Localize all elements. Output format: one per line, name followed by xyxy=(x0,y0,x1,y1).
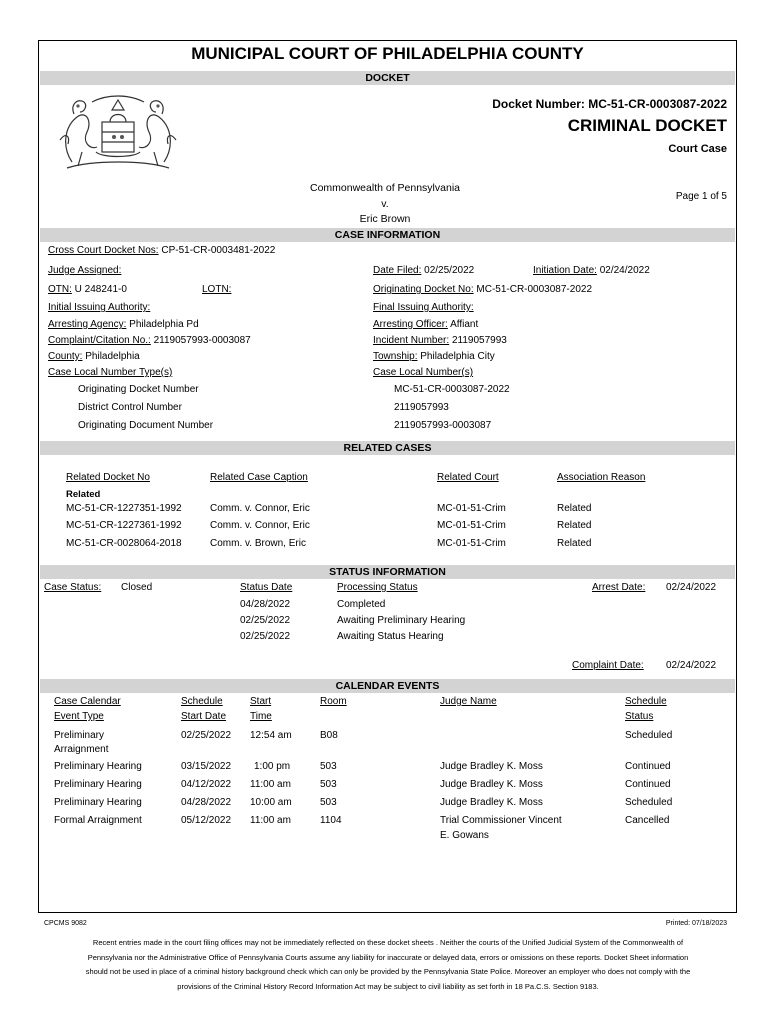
processing-status: Completed xyxy=(337,599,386,610)
related-reason: Related xyxy=(557,520,592,531)
calendar-band: CALENDAR EVENTS xyxy=(40,679,735,693)
cross-docket-value: CP-51-CR-0003481-2022 xyxy=(161,245,276,256)
local-num: 2119057993 xyxy=(394,402,449,413)
cal-header-sched1: Schedule xyxy=(181,696,223,707)
related-docket: MC-51-CR-0028064-2018 xyxy=(66,538,182,549)
cal-event: Preliminary xyxy=(54,730,105,741)
related-caption: Comm. v. Connor, Eric xyxy=(210,503,310,514)
cal-room: 503 xyxy=(320,779,337,790)
related-band: RELATED CASES xyxy=(40,441,735,455)
cal-date: 02/25/2022 xyxy=(181,730,232,741)
date-filed-row xyxy=(373,265,474,276)
cross-docket-row xyxy=(48,245,275,256)
caption-line1: Commonwealth of Pennsylvania xyxy=(310,182,460,194)
date-filed-label: Date Filed: xyxy=(373,265,422,276)
cal-header-event2: Event Type xyxy=(54,711,104,722)
cal-header-room: Room xyxy=(320,696,347,707)
form-id: CPCMS 9082 xyxy=(44,920,87,927)
docket-type: CRIMINAL DOCKET xyxy=(567,116,727,135)
complaint-date-label: Complaint Date: xyxy=(572,660,644,671)
local-num-label: Case Local Number(s) xyxy=(373,367,474,378)
township-label: Township: xyxy=(373,351,418,362)
related-group-label: Related xyxy=(66,489,101,500)
related-docket: MC-51-CR-1227351-1992 xyxy=(66,503,182,514)
caption-line2: v. xyxy=(381,198,389,210)
cal-header-judge: Judge Name xyxy=(440,696,497,707)
local-type: Originating Document Number xyxy=(78,420,214,431)
cal-status: Scheduled xyxy=(625,797,673,808)
processing-status-label: Processing Status xyxy=(337,582,418,593)
cal-room: B08 xyxy=(320,730,338,741)
arresting-agency-label: Arresting Agency: xyxy=(48,319,127,330)
otn-value: U 248241-0 xyxy=(74,284,127,295)
cal-room: 503 xyxy=(320,761,337,772)
incident-row xyxy=(373,335,507,346)
disclaimer: Recent entries made in the court filing offices may not be immediately reflected on these docket sheets . Neither the courts of the Unified Judicial System of the Commonwealth of Pennsylvania nor the Administrative Office of Pennsylvania Courts assume any liability for inaccurate or delayed data, errors or omissions on these reports. Docket Sheet information should not be used in place of a criminal history background check which can only be provided by the Pennsylvania State Police. Moreover an employer who does not comply with the provisions of the Criminal History Record Information Act may be subject to civil liability as set forth in 18 Pa.C.S. Section 9183. xyxy=(85,938,691,991)
case-status-label: Case Status: xyxy=(44,582,102,593)
judge-label: Judge Assigned: xyxy=(48,265,122,276)
arresting-officer-row xyxy=(373,319,478,330)
complaint-label: Complaint/Citation No.: xyxy=(48,335,151,346)
printed-date: Printed: 07/18/2023 xyxy=(665,920,727,927)
processing-status: Awaiting Preliminary Hearing xyxy=(337,615,466,626)
cal-room: 503 xyxy=(320,797,337,808)
cal-header-start1: Start xyxy=(250,696,272,707)
county-label: County: xyxy=(48,351,83,362)
orig-docket-value: MC-51-CR-0003087-2022 xyxy=(476,284,593,295)
local-num: MC-51-CR-0003087-2022 xyxy=(394,384,510,395)
related-header-docket: Related Docket No xyxy=(66,472,150,483)
cal-header-event1: Case Calendar xyxy=(54,696,121,707)
cal-date: 05/12/2022 xyxy=(181,815,232,826)
cal-header-status1: Schedule xyxy=(625,696,667,707)
cal-date: 04/28/2022 xyxy=(181,797,232,808)
complaint-value: 2119057993-0003087 xyxy=(153,335,251,346)
township-value: Philadelphia City xyxy=(420,351,495,362)
initiation-label: Initiation Date: xyxy=(533,265,597,276)
processing-status: Awaiting Status Hearing xyxy=(337,631,444,642)
date-filed-value: 02/25/2022 xyxy=(424,265,475,276)
docket-band: DOCKET xyxy=(40,71,735,85)
related-header-caption: Related Case Caption xyxy=(210,472,308,483)
caption-line3: Eric Brown xyxy=(359,213,411,225)
otn-row xyxy=(48,284,127,295)
case-status-value: Closed xyxy=(121,582,153,593)
status-date: 04/28/2022 xyxy=(240,599,291,610)
cross-docket-label: Cross Court Docket Nos: xyxy=(48,245,159,256)
local-type: Originating Docket Number xyxy=(78,384,199,395)
arresting-officer-label: Arresting Officer: xyxy=(373,319,448,330)
cal-judge: Judge Bradley K. Moss xyxy=(440,797,543,808)
township-row xyxy=(373,351,495,362)
orig-docket-row xyxy=(373,284,592,295)
related-court: MC-01-51-Crim xyxy=(437,538,506,549)
complaint-date-value: 02/24/2022 xyxy=(666,660,717,671)
cal-event: Preliminary Hearing xyxy=(54,779,142,790)
cal-judge-cont: E. Gowans xyxy=(440,830,489,841)
cal-status: Continued xyxy=(625,779,671,790)
related-court: MC-01-51-Crim xyxy=(437,520,506,531)
related-caption: Comm. v. Connor, Eric xyxy=(210,520,310,531)
related-reason: Related xyxy=(557,538,592,549)
arrest-date-value: 02/24/2022 xyxy=(666,582,717,593)
page-indicator: Page 1 of 5 xyxy=(675,191,727,202)
cal-event: Preliminary Hearing xyxy=(54,761,142,772)
arresting-agency-value: Philadelphia Pd xyxy=(129,319,199,330)
cal-header-status2: Status xyxy=(625,711,654,722)
court-title: MUNICIPAL COURT OF PHILADELPHIA COUNTY xyxy=(191,44,584,63)
local-type: District Control Number xyxy=(78,402,182,413)
status-date-label: Status Date xyxy=(240,582,293,593)
cal-judge: Judge Bradley K. Moss xyxy=(440,761,543,772)
status-date: 02/25/2022 xyxy=(240,615,291,626)
cal-room: 1104 xyxy=(320,815,342,826)
related-reason: Related xyxy=(557,503,592,514)
related-header-court: Related Court xyxy=(437,472,499,483)
cal-date: 04/12/2022 xyxy=(181,779,232,790)
related-header-reason: Association Reason xyxy=(557,472,646,483)
orig-docket-label: Originating Docket No: xyxy=(373,284,474,295)
arresting-agency-row xyxy=(48,319,199,330)
county-value: Philadelphia xyxy=(85,351,140,362)
cal-event-cont: Arraignment xyxy=(54,744,109,755)
case-type: Court Case xyxy=(668,143,727,155)
cal-status: Scheduled xyxy=(625,730,673,741)
county-row xyxy=(48,351,140,362)
cal-judge: Trial Commissioner Vincent xyxy=(440,815,562,826)
incident-label: Incident Number: xyxy=(373,335,450,346)
cal-event: Preliminary Hearing xyxy=(54,797,142,808)
cal-time: 11:00 am xyxy=(250,815,291,826)
arrest-date-label: Arrest Date: xyxy=(592,582,646,593)
cal-header-sched2: Start Date xyxy=(181,711,227,722)
cal-judge: Judge Bradley K. Moss xyxy=(440,779,543,790)
initiation-value: 02/24/2022 xyxy=(599,265,650,276)
local-type-label: Case Local Number Type(s) xyxy=(48,367,173,378)
status-band: STATUS INFORMATION xyxy=(40,565,735,579)
status-date: 02/25/2022 xyxy=(240,631,291,642)
cal-status: Continued xyxy=(625,761,671,772)
initiation-row xyxy=(533,265,650,276)
related-docket: MC-51-CR-1227361-1992 xyxy=(66,520,182,531)
complaint-row xyxy=(48,335,251,346)
cal-event: Formal Arraignment xyxy=(54,815,142,826)
cal-status: Cancelled xyxy=(625,815,670,826)
initial-auth-label: Initial Issuing Authority: xyxy=(48,302,151,313)
otn-label: OTN: xyxy=(48,284,72,295)
cal-time: 11:00 am xyxy=(250,779,291,790)
cal-header-start2: Time xyxy=(250,711,272,722)
cal-time: 10:00 am xyxy=(250,797,292,808)
cal-date: 03/15/2022 xyxy=(181,761,232,772)
pa-seal-icon xyxy=(52,92,184,174)
docket-number: Docket Number: MC-51-CR-0003087-2022 xyxy=(492,97,727,111)
incident-value: 2119057993 xyxy=(451,335,507,346)
final-auth-label: Final Issuing Authority: xyxy=(373,302,474,313)
related-court: MC-01-51-Crim xyxy=(437,503,506,514)
cal-time: 12:54 am xyxy=(250,730,292,741)
local-num: 2119057993-0003087 xyxy=(394,420,492,431)
arresting-officer-value: Affiant xyxy=(450,319,479,330)
lotn-label: LOTN: xyxy=(202,284,232,295)
related-caption: Comm. v. Brown, Eric xyxy=(210,538,306,549)
case-info-band: CASE INFORMATION xyxy=(40,228,735,242)
cal-time: 1:00 pm xyxy=(254,761,291,772)
